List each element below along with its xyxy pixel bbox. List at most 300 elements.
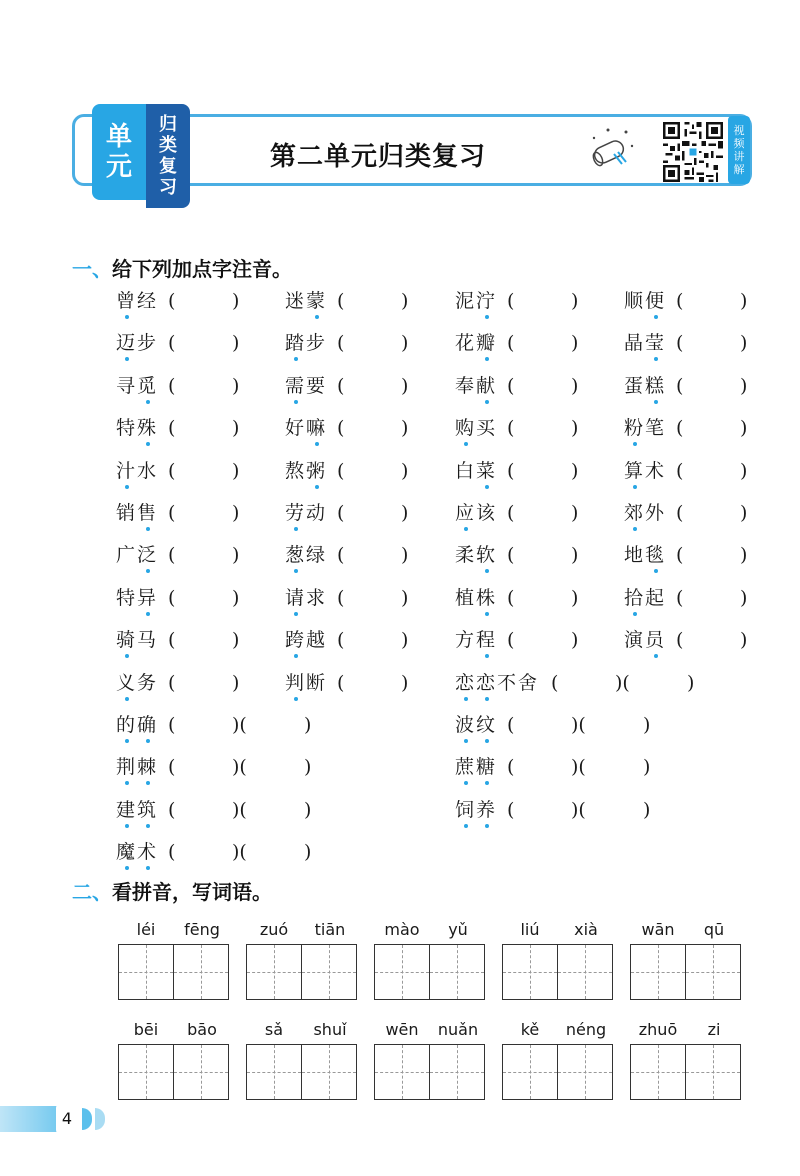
word [285,669,327,697]
video-label-char: 视 [733,124,745,137]
pinyin-item [116,541,240,569]
dotted-character: 棘 [137,753,158,781]
dotted-character: 纹 [476,711,497,739]
dotted-character: 踏 [285,329,306,357]
pinyin-item [455,626,579,654]
character: 熬 [285,459,307,482]
character: 舍 [518,671,540,694]
dotted-character: 郊 [624,499,645,527]
page-number: 4 [56,1104,78,1134]
section-1-heading [72,253,292,282]
character: 不 [497,671,519,694]
answer-blank-close[interactable]: ) [401,332,409,355]
dotted-character: 蒙 [306,287,327,315]
pinyin-item [285,329,409,357]
writing-cell[interactable] [429,944,485,1000]
answer-blank-close[interactable]: ) [740,459,748,482]
answer-blank-close[interactable]: ) [232,671,240,694]
unit-label-char: 元 [105,152,132,182]
answer-blank-open[interactable]: ( [676,374,684,397]
answer-blank-close[interactable]: ) [740,629,748,652]
dotted-character: 献 [476,372,497,400]
answer-blank-open[interactable]: ( [337,629,345,652]
answer-blank-open[interactable]: ( [168,671,176,694]
word [285,329,327,357]
pinyin-item [116,753,312,781]
dotted-character: 蔗 [455,753,476,781]
dotted-character: 荆 [116,753,137,781]
answer-blank-close[interactable]: ) [740,586,748,609]
answer-blank-separator[interactable]: )( [571,798,586,821]
dotted-character: 糕 [645,372,666,400]
answer-blank-open[interactable]: ( [676,629,684,652]
answer-blank-open[interactable]: ( [168,332,176,355]
answer-blank-open[interactable]: ( [676,290,684,312]
answer-blank-close[interactable]: ) [401,544,409,567]
pinyin-item [624,626,748,654]
answer-blank-close[interactable]: ) [571,544,579,567]
answer-blank-close[interactable]: ) [740,332,748,355]
writing-cell[interactable] [502,944,558,1000]
pinyin-item [116,711,312,739]
answer-blank-close[interactable]: ) [304,798,312,821]
pinyin-item [285,287,409,315]
pinyin-item [455,669,695,697]
answer-blank-open[interactable]: ( [168,290,176,312]
answer-blank-open[interactable]: ( [168,502,176,524]
answer-blank-open[interactable]: ( [168,714,176,736]
dotted-character: 需 [285,372,306,400]
pinyin-row [246,1020,358,1042]
character: 求 [306,586,328,609]
answer-blank-close[interactable]: ) [401,671,409,694]
answer-blank-separator[interactable]: )( [615,671,630,694]
answer-blank-close[interactable]: ) [232,586,240,609]
pinyin-syllable: néng [565,1020,607,1039]
answer-blank-close[interactable]: ) [401,629,409,652]
character: 植 [455,586,477,609]
character: 特 [116,586,138,609]
answer-blank-open[interactable]: ( [507,629,515,652]
answer-blank-open[interactable]: ( [507,544,515,567]
pinyin-syllable: kě [520,1020,540,1039]
answer-blank-close[interactable]: ) [232,629,240,652]
writing-cell[interactable] [685,944,741,1000]
answer-blank-open[interactable]: ( [337,374,345,397]
review-label-char: 类 [159,135,177,156]
video-label-char: 频 [733,137,745,150]
pinyin-syllable: tiān [314,920,346,939]
character: 白 [455,459,477,482]
answer-blank-separator[interactable]: )( [232,798,247,821]
pinyin-item [455,541,579,569]
word [116,414,158,442]
pinyin-item [116,669,240,697]
word [285,457,327,485]
character: 水 [137,459,159,482]
pinyin-syllable: léi [136,920,156,939]
tianzige-grid [630,1044,742,1100]
dotted-character: 售 [137,499,158,527]
writing-cell[interactable] [374,944,430,1000]
character: 蛋 [624,374,646,397]
answer-blank-open[interactable]: ( [168,841,176,864]
pinyin-item [285,626,409,654]
category-review-tab [146,104,190,208]
scroll-icon [588,124,636,176]
answer-blank-close[interactable]: ) [232,502,240,524]
word [455,584,497,612]
pinyin-writing-group [502,1020,614,1100]
answer-blank-separator[interactable]: )( [571,756,586,779]
writing-cell[interactable] [557,944,613,1000]
section-1-number: 一、 [72,257,112,281]
tianzige-grid [246,944,358,1000]
answer-blank-open[interactable]: ( [168,374,176,397]
answer-blank-open[interactable]: ( [337,459,345,482]
answer-blank-open[interactable]: ( [337,544,345,567]
dotted-character: 拾 [624,584,645,612]
pinyin-row [118,1020,230,1042]
dotted-character: 曾 [116,287,137,315]
pinyin-row [246,920,358,942]
pinyin-writing-group [630,920,742,1000]
dotted-character: 莹 [645,329,666,357]
answer-blank-separator[interactable]: )( [232,714,247,736]
answer-blank-close[interactable]: ) [740,374,748,397]
pinyin-item [116,372,240,400]
writing-cell[interactable] [557,1044,613,1100]
word [455,796,497,824]
answer-blank-open[interactable]: ( [676,502,684,524]
character: 马 [137,629,159,652]
answer-blank-open[interactable]: ( [337,586,345,609]
answer-blank-separator[interactable]: )( [232,841,247,864]
word [455,457,497,485]
answer-blank-open[interactable]: ( [507,586,515,609]
character: 晶 [624,332,646,355]
answer-blank-close[interactable]: ) [571,374,579,397]
word [624,414,666,442]
character: 好 [285,417,307,440]
chevron-decoration-icon [82,1108,92,1130]
pinyin-item [624,541,748,569]
word [116,838,158,866]
dotted-character: 异 [137,584,158,612]
writing-cell[interactable] [118,944,174,1000]
word [116,753,158,781]
character: 奉 [455,374,477,397]
dotted-character: 建 [116,796,137,824]
pinyin-row [374,1020,486,1042]
answer-blank-open[interactable]: ( [507,374,515,397]
answer-blank-separator[interactable]: )( [232,756,247,779]
pinyin-item [455,753,651,781]
tianzige-grid [118,944,230,1000]
pinyin-syllable: nuǎn [437,1020,479,1039]
video-lecture-tab[interactable] [728,116,750,184]
answer-blank-open[interactable]: ( [507,459,515,482]
pinyin-item [285,669,409,697]
word [455,499,497,527]
character: 柔 [455,544,477,567]
answer-blank-close[interactable]: ) [740,290,748,312]
answer-blank-open[interactable]: ( [676,332,684,355]
answer-blank-open[interactable]: ( [168,417,176,440]
answer-blank-close[interactable]: ) [401,290,409,312]
writing-cell[interactable] [246,944,302,1000]
answer-blank-close[interactable]: ) [571,459,579,482]
answer-blank-close[interactable]: ) [571,502,579,524]
answer-blank-close[interactable]: ) [232,417,240,440]
word [285,584,327,612]
dotted-character: 跨 [285,626,306,654]
answer-blank-close[interactable]: ) [687,671,695,694]
character: 笔 [645,417,667,440]
character: 术 [645,459,667,482]
dotted-character: 魔 [116,838,137,866]
dotted-character: 泛 [137,541,158,569]
pinyin-item [624,329,748,357]
pinyin-item [455,414,579,442]
answer-blank-close[interactable]: ) [643,714,651,736]
qr-code-icon[interactable] [663,122,723,182]
character: 要 [306,374,328,397]
writing-cell[interactable] [173,944,229,1000]
writing-cell[interactable] [630,1044,686,1100]
character: 步 [306,332,328,355]
pinyin-syllable: bēi [133,1020,159,1039]
answer-blank-close[interactable]: ) [232,544,240,567]
dotted-character: 恋 [476,669,497,697]
pinyin-syllable: yǔ [448,920,468,939]
answer-blank-close[interactable]: ) [571,629,579,652]
answer-blank-open[interactable]: ( [507,714,515,736]
answer-blank-open[interactable]: ( [168,756,176,779]
word [455,541,497,569]
pinyin-item [116,796,312,824]
dotted-character: 软 [476,541,497,569]
word [455,626,497,654]
answer-blank-open[interactable]: ( [337,290,345,312]
dotted-character: 株 [476,584,497,612]
answer-blank-open[interactable]: ( [168,459,176,482]
word [285,414,327,442]
pinyin-item [285,499,409,527]
answer-blank-open[interactable]: ( [168,798,176,821]
dotted-character: 泞 [476,287,497,315]
section-2-number: 二、 [72,880,112,904]
answer-blank-close[interactable]: ) [232,374,240,397]
word [116,541,158,569]
answer-blank-open[interactable]: ( [676,586,684,609]
pinyin-syllable: wēn [385,1020,419,1039]
answer-blank-close[interactable]: ) [643,798,651,821]
dotted-character: 汁 [116,457,137,485]
answer-blank-open[interactable]: ( [337,671,345,694]
word [624,499,666,527]
answer-blank-close[interactable]: ) [643,756,651,779]
dotted-character: 购 [455,414,476,442]
dotted-character: 便 [645,287,666,315]
writing-cell[interactable] [429,1044,485,1100]
dotted-character: 程 [476,626,497,654]
word [455,372,497,400]
character: 断 [306,671,328,694]
answer-blank-open[interactable]: ( [507,756,515,779]
answer-blank-open[interactable]: ( [507,290,515,312]
answer-blank-open[interactable]: ( [551,671,559,694]
dotted-character: 波 [455,711,476,739]
word [116,499,158,527]
pinyin-syllable: zhuō [638,1020,678,1039]
pinyin-writing-group [246,1020,358,1100]
writing-cell[interactable] [246,1044,302,1100]
tianzige-grid [502,944,614,1000]
pinyin-writing-group [374,1020,486,1100]
dotted-character: 骑 [116,626,137,654]
pinyin-item [455,796,651,824]
answer-blank-close[interactable]: ) [571,417,579,440]
word [624,541,666,569]
answer-blank-open[interactable]: ( [168,586,176,609]
pinyin-row [630,920,742,942]
word [455,669,539,697]
character: 广 [116,544,138,567]
answer-blank-open[interactable]: ( [337,502,345,524]
word [624,626,666,654]
dotted-character: 瓣 [476,329,497,357]
pinyin-item [455,457,579,485]
dotted-character: 嘛 [306,414,327,442]
word [285,372,327,400]
pinyin-item [285,584,409,612]
dotted-character: 毯 [645,541,666,569]
unit-tab [92,104,146,200]
pinyin-syllable: xià [574,920,598,939]
pinyin-item [624,372,748,400]
writing-cell[interactable] [118,1044,174,1100]
answer-blank-close[interactable]: ) [232,290,240,312]
character: 绿 [306,544,328,567]
pinyin-item [624,499,748,527]
dotted-character: 应 [455,499,476,527]
answer-blank-close[interactable]: ) [304,841,312,864]
pinyin-syllable: liú [520,920,540,939]
answer-blank-close[interactable]: ) [401,586,409,609]
word [455,711,497,739]
character: 越 [306,629,328,652]
pinyin-syllable: mào [384,920,420,939]
answer-blank-open[interactable]: ( [676,417,684,440]
pinyin-item [116,499,240,527]
answer-blank-open[interactable]: ( [507,332,515,355]
character: 演 [624,629,646,652]
pinyin-syllable: wān [641,920,675,939]
pinyin-item [116,329,240,357]
answer-blank-separator[interactable]: )( [571,714,586,736]
character: 花 [455,332,477,355]
section-2-title: 看拼音，写词语。 [112,880,272,904]
word [116,711,158,739]
video-label-char: 讲 [733,150,745,163]
answer-blank-close[interactable]: ) [740,544,748,567]
dotted-character: 请 [285,584,306,612]
writing-cell[interactable] [685,1044,741,1100]
word [116,287,158,315]
answer-blank-close[interactable]: ) [304,756,312,779]
answer-blank-close[interactable]: ) [401,459,409,482]
tianzige-grid [246,1044,358,1100]
answer-blank-close[interactable]: ) [571,290,579,312]
pinyin-item [116,838,312,866]
answer-blank-open[interactable]: ( [507,502,515,524]
dotted-character: 殊 [137,414,158,442]
writing-cell[interactable] [301,1044,357,1100]
pinyin-item [285,457,409,485]
pinyin-syllable: fēng [184,920,220,939]
writing-cell[interactable] [502,1044,558,1100]
writing-cell[interactable] [374,1044,430,1100]
pinyin-item [285,541,409,569]
character: 顺 [624,290,646,312]
pinyin-item [455,499,579,527]
answer-blank-close[interactable]: ) [401,502,409,524]
word [285,499,327,527]
answer-blank-close[interactable]: ) [304,714,312,736]
word [455,329,497,357]
answer-blank-close[interactable]: ) [571,586,579,609]
pinyin-item [116,457,240,485]
answer-blank-open[interactable]: ( [676,544,684,567]
answer-blank-close[interactable]: ) [401,417,409,440]
character: 迷 [285,290,307,312]
pinyin-item [116,287,240,315]
answer-blank-close[interactable]: ) [232,459,240,482]
answer-blank-open[interactable]: ( [507,798,515,821]
answer-blank-close[interactable]: ) [740,502,748,524]
answer-blank-close[interactable]: ) [401,374,409,397]
character: 动 [306,502,328,524]
writing-cell[interactable] [173,1044,229,1100]
answer-blank-open[interactable]: ( [676,459,684,482]
character: 特 [116,417,138,440]
tianzige-grid [502,1044,614,1100]
word [116,457,158,485]
dotted-character: 葱 [285,541,306,569]
pinyin-row [118,920,230,942]
pinyin-item [116,584,240,612]
writing-cell[interactable] [630,944,686,1000]
answer-blank-open[interactable]: ( [168,629,176,652]
word [116,329,158,357]
answer-blank-open[interactable]: ( [168,544,176,567]
answer-blank-open[interactable]: ( [507,417,515,440]
dotted-character: 迈 [116,329,137,357]
answer-blank-close[interactable]: ) [740,417,748,440]
pinyin-item [455,329,579,357]
answer-blank-close[interactable]: ) [232,332,240,355]
pinyin-syllable: zi [707,1020,721,1039]
answer-blank-open[interactable]: ( [337,417,345,440]
word [116,796,158,824]
word [116,372,158,400]
answer-blank-close[interactable]: ) [571,332,579,355]
pinyin-row [502,1020,614,1042]
writing-cell[interactable] [301,944,357,1000]
dotted-character: 确 [137,711,158,739]
answer-blank-open[interactable]: ( [337,332,345,355]
